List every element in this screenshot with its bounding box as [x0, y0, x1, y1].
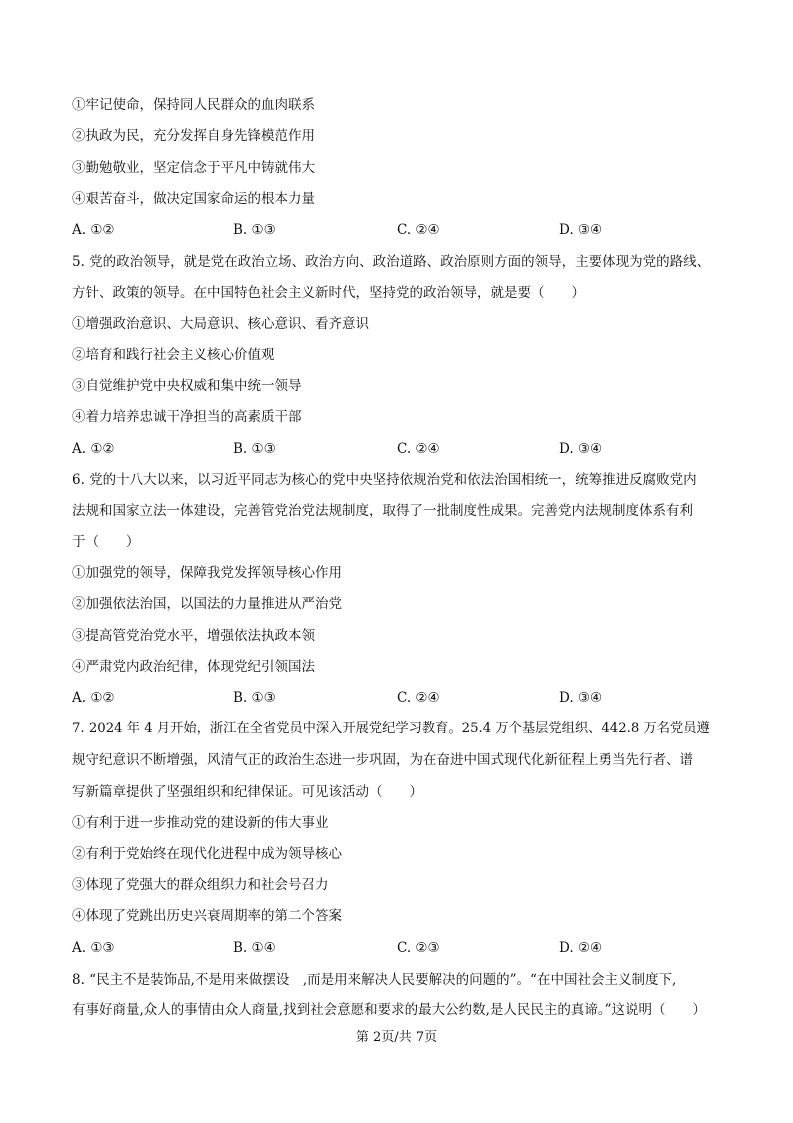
q7-item-2: ②有利于党始终在现代化进程中成为领导核心	[72, 846, 342, 862]
q7-item-4: ④体现了党跳出历史兴衰周期率的第二个答案	[72, 908, 342, 924]
q7-stem-line-2: 规守纪意识不断增强，风清气正的政治生态进一步巩固，为在奋进中国式现代化新征程上勇当先行者、谱	[72, 752, 693, 768]
q7-stem-line-3: 写新篇章提供了坚强组织和纪律保证。可见该活动（ ）	[72, 784, 423, 800]
q5-item-1: ①增强政治意识、大局意识、核心意识、看齐意识	[72, 316, 369, 332]
q6-item-3: ③提高管党治党水平，增强依法执政本领	[72, 628, 315, 644]
q5-option-b: B. ①③	[233, 441, 276, 457]
q7-stem-line-1: 7. 2024 年 4 月开始，浙江在全省党员中深入开展党纪学习教育。25.4 万个基层党组织、442.8 万名党员遵	[72, 721, 710, 736]
q4-item-2: ②执政为民，充分发挥自身先锋模范作用	[72, 128, 315, 144]
q5-item-4: ④着力培养忠诚干净担当的高素质干部	[72, 409, 302, 425]
q5-option-d: D. ③④	[559, 441, 603, 457]
q4-option-c: C. ②④	[397, 222, 440, 238]
q6-item-1: ①加强党的领导，保障我党发挥领导核心作用	[72, 565, 342, 581]
page-number-footer: 第 2页/共 7页	[355, 1030, 438, 1045]
q8-stem-line-1: 8. “民主不是装饰品,不是用来做摆设 ,而是用来解决人民要解决的问题的”。“在中国社会主义制度下,	[72, 972, 677, 988]
q5-stem-line-2: 方针、政策的领导。在中国特色社会主义新时代，坚持党的政治领导，就是要（ ）	[72, 285, 585, 301]
q5-stem-line-1: 5. 党的政治领导，就是党在政治立场、政治方向、政治道路、政治原则方面的领导，主要体现为党的路线、	[72, 254, 711, 270]
q6-option-d: D. ③④	[559, 690, 603, 706]
q6-stem-line-3: 于（ ）	[72, 534, 140, 550]
q6-option-a: A. ①②	[72, 690, 115, 706]
q5-item-2: ②培育和践行社会主义核心价值观	[72, 347, 275, 363]
q7-item-1: ①有利于进一步推动党的建设新的伟大事业	[72, 815, 329, 831]
q6-option-c: C. ②④	[397, 690, 440, 706]
q4-option-b: B. ①③	[233, 222, 276, 238]
q5-option-c: C. ②④	[397, 441, 440, 457]
q8-stem-line-2: 有事好商量,众人的事情由众人商量,找到社会意愿和要求的最大公约数,是人民民主的真谛。”这说明（ ）	[72, 1002, 707, 1018]
q6-item-4: ④严肃党内政治纪律，体现党纪引领国法	[72, 659, 315, 675]
q4-option-a: A. ①②	[72, 222, 115, 238]
q4-item-3: ③勤勉敬业，坚定信念于平凡中铸就伟大	[72, 160, 315, 176]
q5-item-3: ③自觉维护党中央权威和集中统一领导	[72, 378, 302, 394]
q7-option-c: C. ②③	[397, 940, 440, 956]
q7-item-3: ③体现了党强大的群众组织力和社会号召力	[72, 877, 329, 893]
q4-item-4: ④艰苦奋斗，做决定国家命运的根本力量	[72, 191, 315, 207]
q7-option-a: A. ①③	[72, 940, 115, 956]
q4-item-1: ①牢记使命，保持同人民群众的血肉联系	[72, 97, 315, 113]
q6-item-2: ②加强依法治国，以国法的力量推进从严治党	[72, 596, 342, 612]
q7-option-d: D. ②④	[559, 940, 603, 956]
q6-stem-line-2: 法规和国家立法一体建设，完善管党治党法规制度，取得了一批制度性成果。完善党内法规制度体系有利	[72, 503, 693, 519]
q6-stem-line-1: 6. 党的十八大以来，以习近平同志为核心的党中央坚持依规治党和依法治国相统一，统筹推进反腐败党内	[72, 472, 697, 488]
q5-option-a: A. ①②	[72, 441, 115, 457]
q4-option-d: D. ③④	[559, 222, 603, 238]
q7-option-b: B. ①④	[233, 940, 276, 956]
q6-option-b: B. ①③	[233, 690, 276, 706]
